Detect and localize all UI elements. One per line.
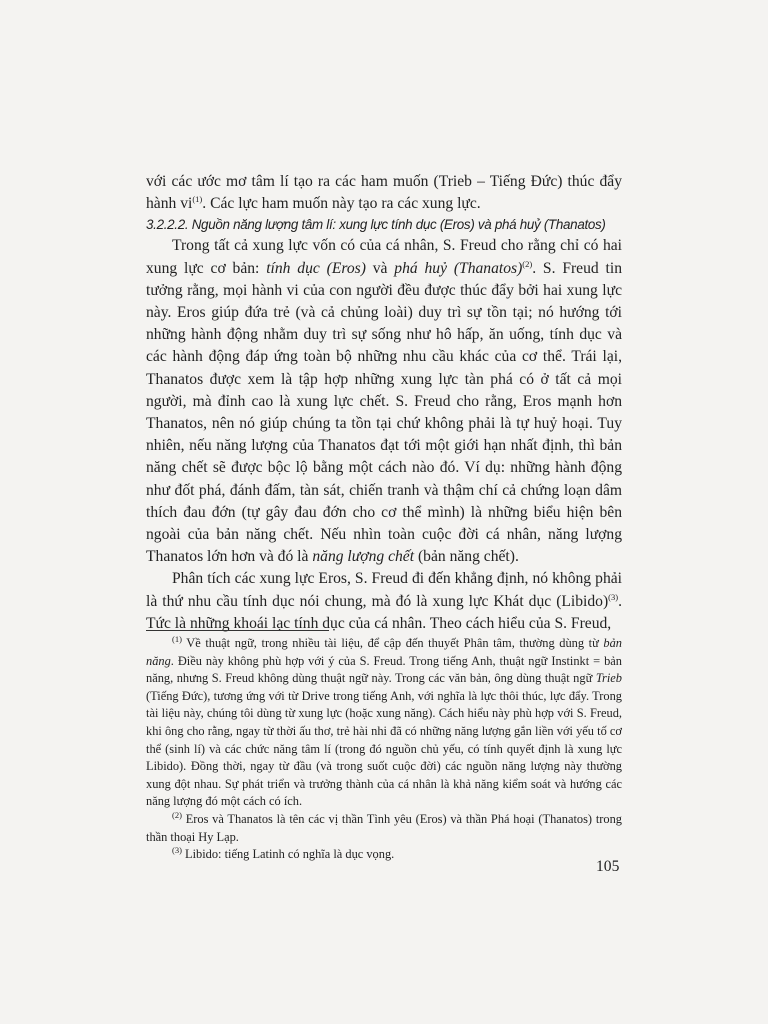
italic-term: bản năng [146,636,622,668]
text-span: . Các lực ham muốn này tạo ra các xung lực. [202,195,481,213]
text-span: với các ước mơ tâm lí tạo ra các ham muốn (Trieb – Tiếng Đức) thúc đẩy hành vi [146,173,622,213]
text-span: Libido: tiếng Latinh có nghĩa là dục vọng. [181,847,395,862]
page-number: 105 [596,858,620,875]
text-span: Về thuật ngữ, trong nhiều tài liệu, để cập đến thuyết Phân tâm, thường dùng từ [181,636,604,650]
footnote-marker: (2) [172,809,182,820]
text-span: (Tiếng Đức), tương ứng với từ Drive trong tiếng Anh, với nghĩa là lực thôi thúc, lực đẩy. Trong tài liệu này, chúng tôi dùng từ xung lực (hoặc xung năng). Cách hiểu này phù hợp với S. Freud, khi ông cho rằng, ngay từ thời ấu thơ, trẻ hài nhi đã có những năng lượng gắn liền với yếu tố cơ thể (sinh lí) và các chức năng tâm lí (trong đó nguồn chủ yếu, có tính quyết định là xung lực Libido). Đồng thời, ngay từ đầu (và trong suốt cuộc đời) các nguồn năng lượng này thường xung đột nhau. Sự phát triển và trưởng thành của cá nhân là khả năng kiểm soát và hướng các năng lượng đó một cách có ích. [146,688,622,809]
paragraph-libido [146,568,622,635]
main-text [146,171,622,635]
text-span: . S. Freud tin tưởng rằng, mọi hành vi của con người đều được thúc đẩy bởi hai xung lực này. Eros giúp đứa trẻ (và cả chủng loài) duy trì sự tồn tại; nó hướng tới những hành động nhằm duy trì sự sống như hô hấp, ăn uống, tính dục và các hành động đáp ứng toàn bộ những nhu cầu khác của cơ thể. Trái lại, Thanatos được xem là tập hợp những xung lực tàn phá có ở tất cả mọi người, mà đỉnh cao là xung lực chết. S. Freud cho rằng, Eros mạnh hơn Thanatos, nên nó giúp chúng ta tồn tại chứ không phải là tự huỷ hoại. Tuy nhiên, nếu năng lượng của Thanatos đạt tới một giới hạn nhất định, thì bản năng chết sẽ được bộc lộ bằng một cách nào đó. Ví dụ: những hành động như đốt phá, đánh đấm, tàn sát, chiến tranh và thậm chí cả chứng loạn dâm thích đau đớn (tự gây đau đớn cho cơ thể mình) là những biểu hiện bên ngoài của bản năng chết. Nếu nhìn toàn cuộc đời cá nhân, năng lượng Thanatos lớn hơn và đó là [146,259,622,566]
footnote-divider [146,630,329,631]
text-span: Eros và Thanatos là tên các vị thần Tình yêu (Eros) và thần Phá hoại (Thanatos) trong thần thoại Hy Lạp. [146,811,622,844]
footnote-ref-1: (1) [192,194,203,205]
footnote-2 [146,811,622,846]
italic-term: tính dục (Eros) [266,259,366,277]
italic-term: năng lượng chết [312,548,415,566]
paragraph-continuation [146,171,622,215]
text-span: . Tức là những khoái lạc tính dục của cá nhân. Theo cách hiểu của S. Freud, [146,592,622,632]
footnote-1 [146,635,622,811]
text-span: và [365,259,395,277]
footnote-marker: (3) [172,845,182,855]
text-span: (bản năng chết). [414,548,519,566]
section-heading: 3.2.2.2. Nguồn năng lượng tâm lí: xung lực tính dục (Eros) và phá huỷ (Thanatos) [146,217,606,233]
text-span: Phân tích các xung lực Eros, S. Freud đi đến khẳng định, nó không phải là thứ nhu cầu tính dục nói chung, mà đó là xung lực Khát dục (Libido) [146,570,622,610]
italic-term: Trieb [595,671,622,686]
footnotes [146,635,622,864]
footnote-marker: (1) [172,633,182,644]
footnote-ref-2: (2) [522,258,533,269]
text-span: . Điều này không phù hợp với ý của S. Freud. Trong tiếng Anh, thuật ngữ Instinkt = bản năng, nhưng S. Freud không dùng thuật ngữ này. Trong các văn bản, ông dùng thuật ngữ [146,653,622,686]
footnote-3 [146,846,622,864]
italic-term: phá huỷ (Thanatos) [394,259,523,277]
text-span: Trong tất cả xung lực vốn có của cá nhân, S. Freud cho rằng chỉ có hai xung lực cơ bản: [146,237,622,277]
paragraph-eros-thanatos [146,235,622,568]
footnote-ref-3: (3) [608,591,619,602]
